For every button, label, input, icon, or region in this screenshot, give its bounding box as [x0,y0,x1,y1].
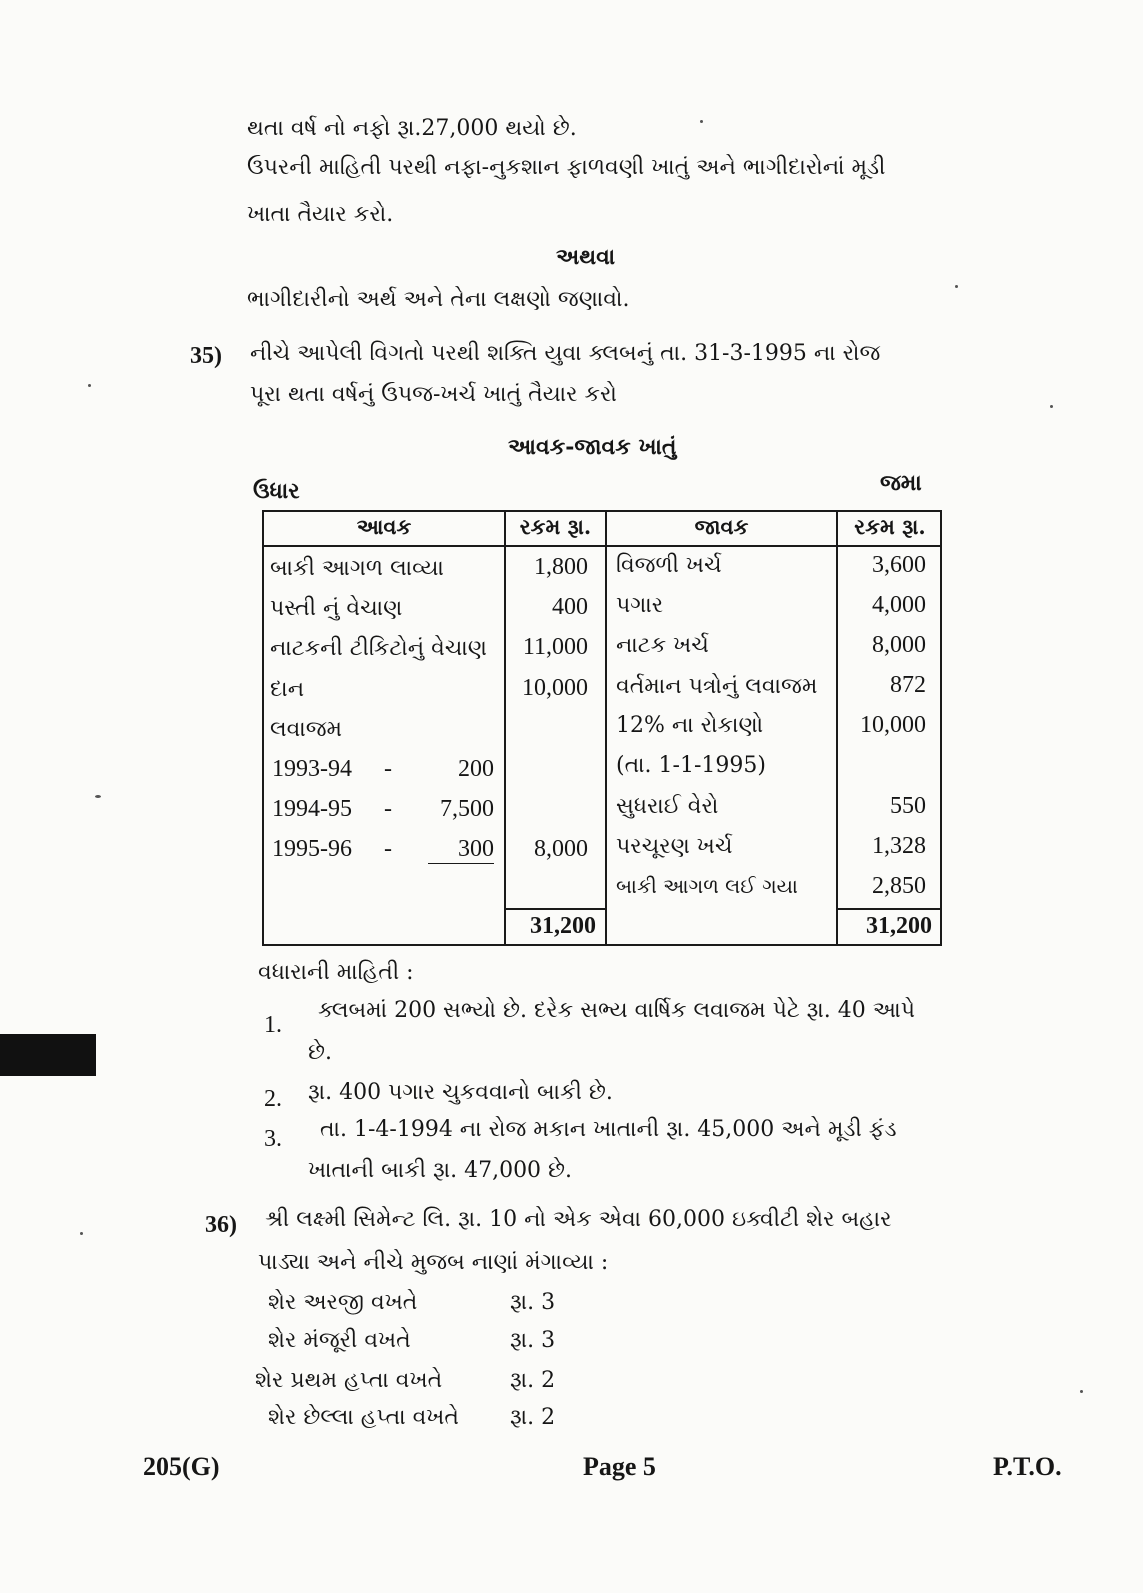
payment-amount: 3,600 [872,552,926,578]
payment-label: સુધરાઈ વેરો [616,794,719,819]
header-receipts: આવક [356,514,412,539]
intro-line-3: ખાતા તૈયાર કરો. [247,202,394,227]
extra-info-line: તા. 1-4-1994 ના રોજ મકાન ખાતાની રૂા. 45,000 અને મૂડી ફંડ [320,1117,897,1142]
subscription-dash: - [384,756,392,782]
intro-line-2: ઉપરની માહિતી પરથી નફા-નુકશાન ફાળવણી ખાતું અને ભાગીદારોનાં મૂડી [247,155,886,180]
payment-amount: 872 [890,672,926,698]
payment-label: (તા. 1-1-1995) [616,753,766,778]
scan-speck [700,120,703,123]
credit-label: જમા [880,470,922,496]
header-payments: જાવક [694,514,749,539]
receipt-label: પસ્તી નું વેચાણ [270,596,403,621]
scan-speck [955,285,958,288]
payment-amount: 10,000 [860,712,926,738]
call-label: શેર પ્રથમ હપ્તા વખતે [255,1368,443,1393]
receipt-label: લવાજમ [270,717,343,742]
extra-info-line: ક્લબમાં 200 સભ્યો છે. દરેક સભ્ય વાર્ષિક લવાજમ પેટે રૂા. 40 આપે [318,998,916,1023]
extra-info-line: રૂા. 400 પગાર ચુકવવાનો બાકી છે. [308,1080,613,1105]
alternative-question: ભાગીદારીનો અર્થ અને તેના લક્ષણો જણાવો. [247,287,630,312]
receipt-amount: 400 [552,594,588,620]
extra-info-number: 2. [264,1086,282,1112]
header-payments-amount: રકમ રૂા. [854,514,926,539]
scan-black-mark [0,1034,96,1076]
call-amount: રૂા. 2 [510,1368,556,1393]
extra-info-heading: વધારાની માહિતી : [258,960,414,985]
payment-label: પગાર [616,593,664,618]
payment-amount: 1,328 [872,833,926,859]
paper-code: 205(G) [143,1452,220,1481]
subscription-amount: 7,500 [440,796,494,822]
scan-speck [1080,1390,1083,1393]
total-receipts: 31,200 [530,913,596,939]
header-receipts-amount: રકમ રૂા. [519,514,592,539]
subscription-year: 1993-94 [272,756,352,782]
payment-label: પરચૂરણ ખર્ચ [616,834,733,859]
call-amount: રૂા. 3 [510,1290,556,1315]
table-title: આવક-જાવક ખાતું [508,434,677,460]
payment-amount: 8,000 [872,632,926,658]
payment-label: વર્તમાન પત્રોનું લવાજમ [616,674,818,699]
subscription-amount: 300 [428,836,494,864]
call-amount: રૂા. 2 [510,1405,556,1430]
q35-line-2: પૂરા થતા વર્ષનું ઉપજ-ખર્ચ ખાતું તૈયાર કરો [250,382,617,407]
subscription-dash: - [384,836,392,862]
scan-speck [95,795,101,798]
call-label: શેર અરજી વખતે [268,1290,418,1315]
subscription-total: 8,000 [534,836,588,862]
payment-amount: 4,000 [872,592,926,618]
subscription-year: 1994-95 [272,796,352,822]
or-heading: અથવા [556,244,616,270]
subscription-year: 1995-96 [272,836,352,862]
extra-info-number: 3. [264,1126,282,1152]
receipt-amount: 10,000 [522,675,588,701]
q36-line-1: શ્રી લક્ષ્મી સિમેન્ટ લિ. રૂા. 10 નો એક એવા 60,000 ઇક્વીટી શેર બહાર [265,1207,892,1232]
scan-speck [80,1232,83,1235]
payment-label: નાટક ખર્ચ [616,633,709,658]
q36-line-2: પાડ્યા અને નીચે મુજબ નાણાં મંગાવ્યા : [258,1250,609,1275]
payment-amount: 550 [890,793,926,819]
scan-speck [88,384,91,387]
scan-speck [1050,405,1053,408]
subscription-amount: 200 [458,756,494,782]
q35-line-1: નીચે આપેલી વિગતો પરથી શક્તિ યુવા ક્લબનું તા. 31-3-1995 ના રોજ [250,341,881,366]
call-label: શેર છેલ્લા હપ્તા વખતે [268,1405,459,1430]
payment-label: બાકી આગળ લઈ ગયા [616,874,798,898]
question-number-36: 36) [205,1212,237,1238]
payment-label: વિજળી ખર્ચ [616,553,722,578]
payment-amount: 2,850 [872,873,926,899]
extra-info-line: ખાતાની બાકી રૂા. 47,000 છે. [308,1158,573,1183]
receipt-amount: 11,000 [522,634,588,660]
call-label: શેર મંજૂરી વખતે [268,1328,411,1353]
debit-label: ઉધાર [253,478,300,504]
page-number: Page 5 [583,1452,656,1481]
total-payments: 31,200 [866,913,932,939]
pto-label: P.T.O. [993,1452,1062,1481]
intro-line-1: થતા વર્ષ નો નફો રૂા.27,000 થયો છે. [247,116,577,141]
call-amount: રૂા. 3 [510,1328,556,1353]
receipts-payments-table [262,510,942,946]
receipt-label: બાકી આગળ લાવ્યા [270,556,444,581]
payment-label: 12% ના રોકાણો [616,713,764,738]
extra-info-number: 1. [264,1012,282,1038]
receipt-label: નાટકની ટીકિટોનું વેચાણ [270,636,487,661]
subscription-dash: - [384,796,392,822]
receipt-amount: 1,800 [534,554,588,580]
extra-info-line: છે. [308,1040,332,1065]
question-number-35: 35) [190,343,222,369]
receipt-label: દાન [270,677,305,702]
